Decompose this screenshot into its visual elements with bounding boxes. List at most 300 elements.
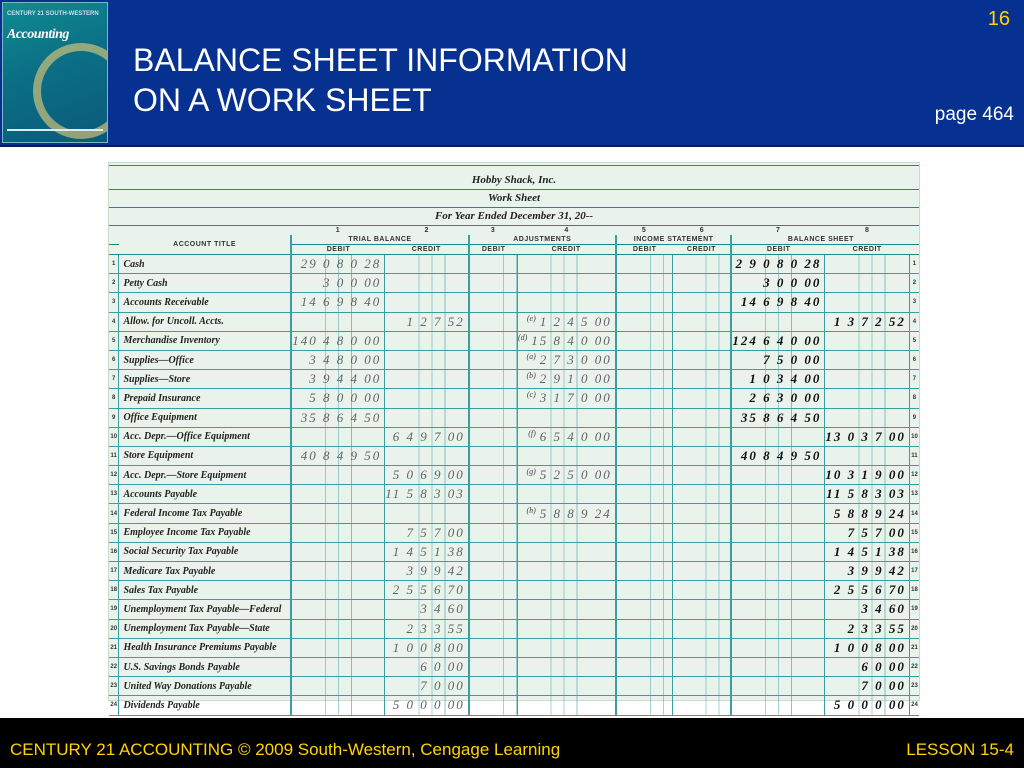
tb-dr-amount	[291, 581, 385, 600]
tb-dr-amount	[291, 427, 385, 446]
bs-dr-amount	[731, 523, 825, 542]
tb-cr-amount	[385, 581, 469, 600]
worksheet-row	[109, 331, 919, 350]
adj-dr-amount	[469, 293, 518, 312]
line-number: 8	[109, 389, 119, 408]
adj-dr-amount	[469, 389, 518, 408]
tb-cr-amount	[385, 657, 469, 676]
worksheet-row	[109, 677, 919, 696]
adj-cr-amount	[517, 466, 615, 485]
worksheet-row	[109, 619, 919, 638]
bs-cr-amount	[825, 389, 910, 408]
bs-cr-amount	[825, 504, 910, 523]
adj-dr-amount	[469, 542, 518, 561]
line-number-right: 15	[909, 523, 919, 542]
worksheet-row	[109, 523, 919, 542]
worksheet-row	[109, 312, 919, 331]
adj-cr-amount	[517, 255, 615, 274]
is-dr-amount	[616, 562, 673, 581]
adjustment-tag: (a)	[526, 352, 536, 362]
tb-cr-amount	[385, 427, 469, 446]
adj-cr-amount	[517, 408, 615, 427]
group-adjustments: ADJUSTMENTS	[469, 235, 616, 245]
bs-cr-amount	[825, 600, 910, 619]
bs-cr-amount	[825, 312, 910, 331]
line-number: 7	[109, 370, 119, 389]
tb-dr-amount	[291, 293, 385, 312]
tb-dr-amount	[291, 485, 385, 504]
adj-cr-amount	[517, 312, 615, 331]
adj-cr-amount	[517, 638, 615, 657]
adj-cr-amount	[517, 331, 615, 350]
adj-dr-amount	[469, 274, 518, 293]
line-number: 10	[109, 427, 119, 446]
line-number: 16	[109, 542, 119, 561]
adj-dr-amount	[469, 600, 518, 619]
subheader-debit: DEBIT	[616, 245, 673, 255]
column-number-row	[109, 226, 919, 235]
worksheet-table	[109, 226, 919, 716]
worksheet-row	[109, 638, 919, 657]
line-number-right: 9	[909, 408, 919, 427]
is-cr-amount	[672, 331, 731, 350]
is-cr-amount	[672, 562, 731, 581]
adjustment-tag: (f)	[528, 428, 536, 438]
tb-cr-amount	[385, 331, 469, 350]
is-dr-amount	[616, 657, 673, 676]
amount-value: 2 6 3 0 00	[749, 390, 822, 406]
is-dr-amount	[616, 485, 673, 504]
bs-dr-amount	[731, 600, 825, 619]
tb-cr-amount	[385, 408, 469, 427]
line-number-right: 19	[909, 600, 919, 619]
bs-cr-amount	[825, 370, 910, 389]
is-cr-amount	[672, 446, 731, 465]
tb-cr-amount	[385, 255, 469, 274]
bs-cr-amount	[825, 619, 910, 638]
is-dr-amount	[616, 466, 673, 485]
amount-value: 40 8 4 9 50	[740, 447, 822, 463]
bs-cr-amount	[825, 581, 910, 600]
account-title: Medicare Tax Payable	[119, 562, 291, 581]
adj-cr-amount	[517, 485, 615, 504]
amount-value: 3 9 4 4 00	[309, 371, 382, 387]
subheader-credit: CREDIT	[517, 245, 615, 255]
tb-cr-amount	[385, 562, 469, 581]
is-cr-amount	[672, 696, 731, 715]
account-title-header: ACCOUNT TITLE	[119, 235, 291, 255]
line-number-right: 16	[909, 542, 919, 561]
bs-cr-amount	[825, 657, 910, 676]
is-cr-amount	[672, 677, 731, 696]
amount-value: 5 0 0 0 00	[392, 697, 465, 713]
adj-cr-amount	[517, 542, 615, 561]
adj-dr-amount	[469, 466, 518, 485]
account-title: Prepaid Insurance	[119, 389, 291, 408]
bs-cr-amount	[825, 293, 910, 312]
slide-title	[133, 40, 628, 120]
is-cr-amount	[672, 504, 731, 523]
worksheet-row	[109, 293, 919, 312]
adj-dr-amount	[469, 504, 518, 523]
line-number-right: 8	[909, 389, 919, 408]
amount-value: 14 6 9 8 40	[300, 294, 382, 310]
amount-value: 1 2 7 52	[406, 313, 465, 329]
amount-value: 2 3 3 55	[847, 620, 906, 636]
is-dr-amount	[616, 696, 673, 715]
line-number: 9	[109, 408, 119, 427]
is-dr-amount	[616, 427, 673, 446]
amount-value: 2 3 3 55	[406, 620, 465, 636]
account-title: Dividends Payable	[119, 696, 291, 715]
is-dr-amount	[616, 638, 673, 657]
group-income-statement: INCOME STATEMENT	[616, 235, 732, 245]
worksheet-rows	[109, 255, 919, 716]
adj-cr-amount	[517, 523, 615, 542]
line-number-right: 22	[909, 657, 919, 676]
column-number: 7	[775, 227, 781, 234]
adj-dr-amount	[469, 581, 518, 600]
is-dr-amount	[616, 293, 673, 312]
bs-cr-amount	[825, 638, 910, 657]
line-number: 5	[109, 331, 119, 350]
is-dr-amount	[616, 350, 673, 369]
amount-value: 3 0 0 00	[763, 275, 822, 291]
line-number: 15	[109, 523, 119, 542]
adj-cr-amount	[517, 677, 615, 696]
adj-cr-amount	[517, 427, 615, 446]
adj-dr-amount	[469, 696, 518, 715]
is-cr-amount	[672, 274, 731, 293]
line-number: 11	[109, 446, 119, 465]
worksheet-row	[109, 370, 919, 389]
adj-cr-amount	[517, 657, 615, 676]
bs-dr-amount	[731, 255, 825, 274]
amount-value: 2 9 0 8 0 28	[735, 256, 822, 272]
tb-dr-amount	[291, 370, 385, 389]
account-title: United Way Donations Payable	[119, 677, 291, 696]
book-cover-subtitle: CENTURY 21 SOUTH-WESTERN	[7, 11, 99, 17]
amount-value: 11 5 8 3 03	[826, 486, 906, 502]
amount-value: 2 5 5 6 70	[392, 582, 465, 598]
amount-value: 140 4 8 0 00	[292, 332, 382, 348]
subheader-debit: DEBIT	[291, 245, 385, 255]
tb-dr-amount	[291, 466, 385, 485]
tb-cr-amount	[385, 600, 469, 619]
amount-value: 6 4 9 7 00	[392, 428, 465, 444]
line-number: 20	[109, 619, 119, 638]
is-dr-amount	[616, 619, 673, 638]
bs-cr-amount	[825, 466, 910, 485]
line-number: 14	[109, 504, 119, 523]
account-title: Accounts Payable	[119, 485, 291, 504]
is-dr-amount	[616, 408, 673, 427]
tb-cr-amount	[385, 389, 469, 408]
amount-value: 7 0 00	[861, 678, 906, 694]
line-number: 3	[109, 293, 119, 312]
adjustment-tag: (e)	[526, 313, 536, 323]
amount-value: 6 0 00	[861, 659, 906, 675]
bs-dr-amount	[731, 408, 825, 427]
amount-value: 2 5 5 6 70	[833, 582, 906, 598]
amount-value: 5 8 8 9 24	[539, 505, 612, 521]
tb-cr-amount	[385, 274, 469, 293]
is-dr-amount	[616, 581, 673, 600]
line-number-right: 4	[909, 312, 919, 331]
worksheet-row	[109, 274, 919, 293]
tb-dr-amount	[291, 523, 385, 542]
tb-dr-amount	[291, 446, 385, 465]
bs-dr-amount	[731, 370, 825, 389]
line-number-right: 14	[909, 504, 919, 523]
worksheet-row	[109, 446, 919, 465]
amount-value: 3 1 7 0 00	[539, 390, 612, 406]
subheader-credit: CREDIT	[672, 245, 731, 255]
bs-dr-amount	[731, 293, 825, 312]
is-cr-amount	[672, 523, 731, 542]
adj-dr-amount	[469, 619, 518, 638]
worksheet-row	[109, 255, 919, 274]
worksheet-row	[109, 542, 919, 561]
tb-dr-amount	[291, 600, 385, 619]
worksheet-row	[109, 600, 919, 619]
tb-cr-amount	[385, 466, 469, 485]
tb-cr-amount	[385, 523, 469, 542]
amount-value: 7 5 7 00	[406, 524, 465, 540]
line-number: 22	[109, 657, 119, 676]
worksheet-row	[109, 485, 919, 504]
footer-lesson: LESSON 15-4	[906, 740, 1014, 759]
column-number: 6	[699, 227, 705, 234]
bs-dr-amount	[731, 638, 825, 657]
slide-number: 16	[987, 8, 1010, 30]
amount-value: 5 8 8 9 24	[833, 505, 906, 521]
account-title: Accounts Receivable	[119, 293, 291, 312]
tb-cr-amount	[385, 485, 469, 504]
slide-footer	[0, 718, 1024, 768]
is-cr-amount	[672, 581, 731, 600]
bs-dr-amount	[731, 696, 825, 715]
bs-cr-amount	[825, 696, 910, 715]
amount-value: 3 0 0 00	[322, 275, 382, 291]
line-number: 18	[109, 581, 119, 600]
line-number-right: 24	[909, 696, 919, 715]
tb-dr-amount	[291, 312, 385, 331]
adjustment-tag: (d)	[517, 332, 528, 342]
amount-value: 2 9 1 0 00	[539, 371, 612, 387]
bs-dr-amount	[731, 274, 825, 293]
line-number-right: 23	[909, 677, 919, 696]
worksheet-row	[109, 466, 919, 485]
adjustment-tag: (c)	[526, 390, 536, 400]
column-number: 5	[641, 227, 647, 234]
account-title: Unemployment Tax Payable—Federal	[119, 600, 291, 619]
line-number-right: 3	[909, 293, 919, 312]
amount-value: 3 4 60	[861, 601, 906, 617]
tb-dr-amount	[291, 274, 385, 293]
subheader-credit: CREDIT	[825, 245, 910, 255]
is-dr-amount	[616, 446, 673, 465]
is-cr-amount	[672, 255, 731, 274]
is-cr-amount	[672, 389, 731, 408]
is-dr-amount	[616, 523, 673, 542]
worksheet-row	[109, 504, 919, 523]
bs-cr-amount	[825, 446, 910, 465]
is-cr-amount	[672, 466, 731, 485]
is-cr-amount	[672, 350, 731, 369]
amount-value: 14 6 9 8 40	[740, 294, 822, 310]
line-number-right: 13	[909, 485, 919, 504]
amount-value: 1 4 5 1 38	[833, 543, 906, 559]
amount-value: 2 7 3 0 00	[539, 352, 612, 368]
bs-dr-amount	[731, 657, 825, 676]
worksheet-row	[109, 657, 919, 676]
adj-cr-amount	[517, 350, 615, 369]
adj-dr-amount	[469, 350, 518, 369]
tb-dr-amount	[291, 619, 385, 638]
account-title: Acc. Depr.—Store Equipment	[119, 466, 291, 485]
tb-dr-amount	[291, 657, 385, 676]
account-title: Merchandise Inventory	[119, 331, 291, 350]
adj-dr-amount	[469, 446, 518, 465]
amount-value: 3 9 9 42	[847, 563, 906, 579]
bs-cr-amount	[825, 485, 910, 504]
is-dr-amount	[616, 504, 673, 523]
tb-cr-amount	[385, 370, 469, 389]
line-number: 19	[109, 600, 119, 619]
account-title: Federal Income Tax Payable	[119, 504, 291, 523]
account-title: Cash	[119, 255, 291, 274]
amount-value: 6 0 00	[420, 659, 465, 675]
amount-value: 5 0 6 9 00	[392, 467, 465, 483]
bs-dr-amount	[731, 389, 825, 408]
is-cr-amount	[672, 408, 731, 427]
tb-cr-amount	[385, 542, 469, 561]
line-number-right: 20	[909, 619, 919, 638]
bs-cr-amount	[825, 255, 910, 274]
is-dr-amount	[616, 274, 673, 293]
worksheet-row	[109, 696, 919, 715]
account-title: Sales Tax Payable	[119, 581, 291, 600]
amount-value: 11 5 8 3 03	[385, 486, 465, 502]
amount-value: 3 4 60	[420, 601, 465, 617]
line-number: 1	[109, 255, 119, 274]
amount-value: 35 8 6 4 50	[300, 409, 382, 425]
amount-value: 35 8 6 4 50	[740, 409, 822, 425]
tb-dr-amount	[291, 389, 385, 408]
column-number: 8	[864, 227, 870, 234]
bs-cr-amount	[825, 350, 910, 369]
amount-value: 10 3 1 9 00	[825, 467, 906, 483]
amount-value: 1 0 3 4 00	[749, 371, 822, 387]
group-header-row	[109, 235, 919, 245]
line-number: 12	[109, 466, 119, 485]
adj-cr-amount	[517, 504, 615, 523]
amount-value: 3 9 9 42	[406, 563, 465, 579]
work-sheet-image	[108, 162, 920, 713]
adj-dr-amount	[469, 657, 518, 676]
tb-dr-amount	[291, 504, 385, 523]
adj-dr-amount	[469, 312, 518, 331]
is-cr-amount	[672, 600, 731, 619]
company-name: Hobby Shack, Inc.	[471, 174, 557, 186]
tb-cr-amount	[385, 504, 469, 523]
line-number: 6	[109, 350, 119, 369]
amount-value: 7 0 00	[420, 678, 465, 694]
bs-cr-amount	[825, 427, 910, 446]
tb-dr-amount	[291, 331, 385, 350]
amount-value: 7 5 0 00	[763, 352, 822, 368]
bs-dr-amount	[731, 466, 825, 485]
textbook-cover-image	[2, 2, 108, 143]
bs-dr-amount	[731, 331, 825, 350]
account-title: Supplies—Office	[119, 350, 291, 369]
line-number-right: 6	[909, 350, 919, 369]
adj-cr-amount	[517, 293, 615, 312]
amount-value: 13 0 3 7 00	[825, 428, 906, 444]
tb-cr-amount	[385, 696, 469, 715]
footer-copyright: CENTURY 21 ACCOUNTING © 2009 South-Western, Cengage Learning	[10, 740, 561, 759]
slide-title-line-2: ON A WORK SHEET	[133, 82, 432, 118]
line-number: 24	[109, 696, 119, 715]
adj-dr-amount	[469, 562, 518, 581]
adj-dr-amount	[469, 408, 518, 427]
tb-cr-amount	[385, 677, 469, 696]
adj-dr-amount	[469, 370, 518, 389]
bs-cr-amount	[825, 562, 910, 581]
bs-dr-amount	[731, 485, 825, 504]
tb-dr-amount	[291, 677, 385, 696]
amount-value: 29 0 8 0 28	[300, 256, 382, 272]
line-number-right: 18	[909, 581, 919, 600]
adj-dr-amount	[469, 255, 518, 274]
amount-value: 15 8 4 0 00	[531, 332, 612, 348]
bs-cr-amount	[825, 523, 910, 542]
is-dr-amount	[616, 312, 673, 331]
column-number: 4	[564, 227, 569, 234]
amount-value: 1 2 4 5 00	[539, 313, 612, 329]
book-cover-brand: Accounting	[7, 27, 69, 42]
is-cr-amount	[672, 427, 731, 446]
line-number-right: 2	[909, 274, 919, 293]
account-title: Health Insurance Premiums Payable	[119, 638, 291, 657]
line-number-right: 10	[909, 427, 919, 446]
account-title: Store Equipment	[119, 446, 291, 465]
tb-dr-amount	[291, 696, 385, 715]
is-dr-amount	[616, 255, 673, 274]
amount-value: 124 6 4 0 00	[732, 332, 822, 348]
amount-value: 5 2 5 0 00	[539, 467, 612, 483]
is-dr-amount	[616, 389, 673, 408]
adj-dr-amount	[469, 638, 518, 657]
worksheet-row	[109, 562, 919, 581]
bs-cr-amount	[825, 677, 910, 696]
amount-value: 5 8 0 0 00	[309, 390, 382, 406]
bs-dr-amount	[731, 677, 825, 696]
bs-cr-amount	[825, 408, 910, 427]
is-dr-amount	[616, 677, 673, 696]
line-number-right: 5	[909, 331, 919, 350]
is-cr-amount	[672, 638, 731, 657]
adj-cr-amount	[517, 696, 615, 715]
adj-dr-amount	[469, 427, 518, 446]
amount-value: 1 4 5 1 38	[392, 543, 465, 559]
tb-cr-amount	[385, 350, 469, 369]
amount-value: 6 5 4 0 00	[539, 428, 612, 444]
adjustment-tag: (g)	[526, 467, 536, 477]
tb-dr-amount	[291, 255, 385, 274]
is-cr-amount	[672, 542, 731, 561]
